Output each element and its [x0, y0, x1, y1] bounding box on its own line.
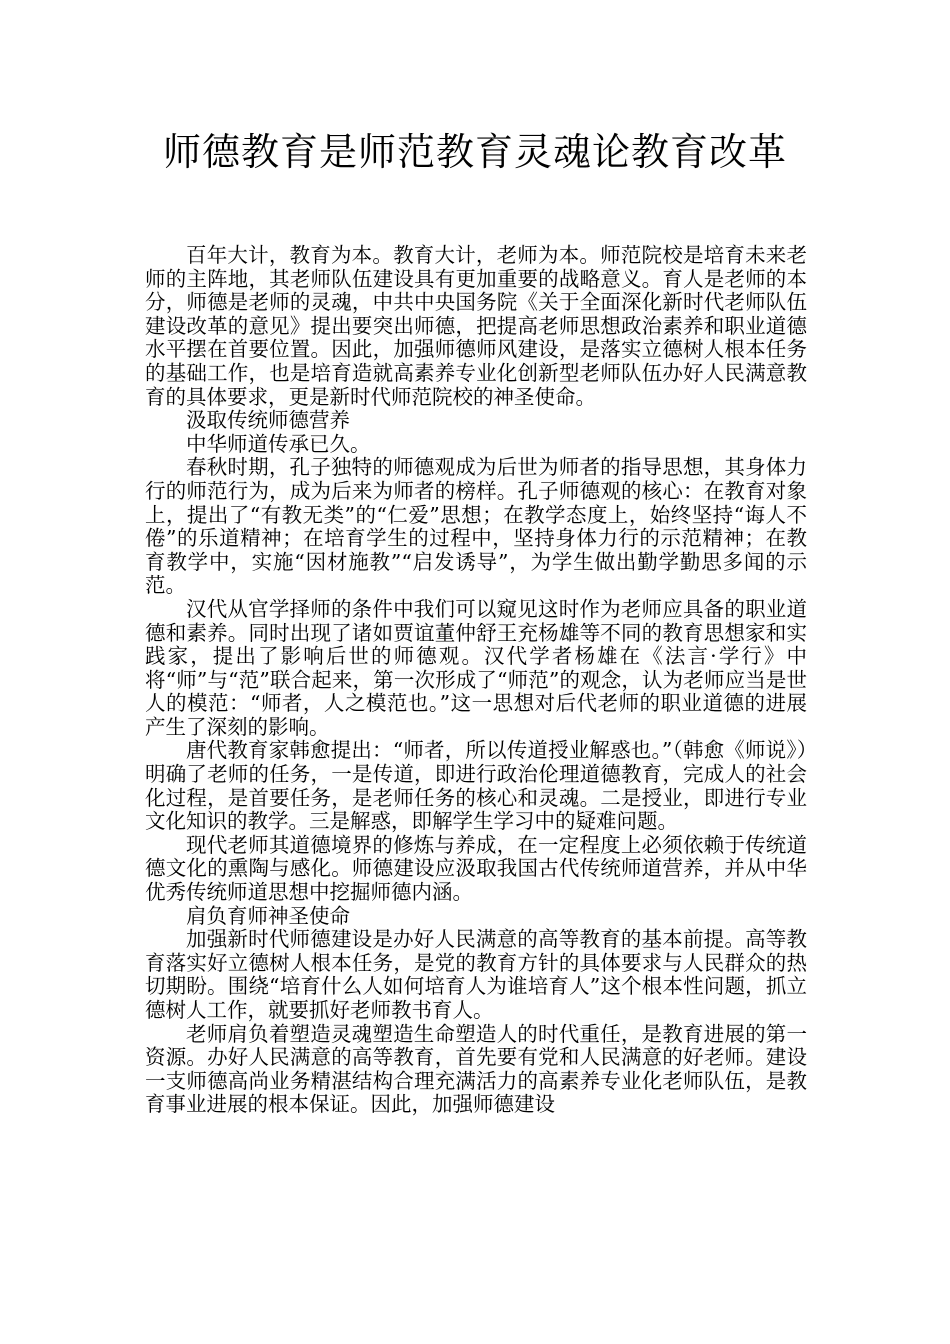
section-heading: 肩负育师神圣使命: [186, 903, 350, 928]
section-heading: 汲取传统师德营养: [186, 408, 350, 433]
paragraph: 老师肩负着塑造灵魂塑造生命塑造人的时代重任，是教育进展的第一资源。办好人民满意的高等教育，首先要有党和人民满意的好老师。建设一支师德高尚业务精湛结构合理充满活力的高素养专业化老师队伍，是教育事业进展的根本保证。因此，加强师德建设: [145, 1021, 807, 1117]
paragraph: 加强新时代师德建设是办好人民满意的高等教育的基本前提。高等教育落实好立德树人根本任务，是党的教育方针的具体要求与人民群众的热切期盼。围绕“培育什么人如何培育人为谁培育人”这个根本性问题，抓立德树人工作，就要抓好老师教书育人。: [145, 927, 807, 1022]
paragraph: 中华师道传承已久。: [186, 431, 371, 456]
paragraph: 百年大计，教育为本。教育大计，老师为本。师范院校是培育未来老师的主阵地，其老师队伍建设具有更加重要的战略意义。育人是老师的本分，师德是老师的灵魂，中共中央国务院《关于全面深化新时代老师队伍建设改革的意见》提出要突出师德，把提高老师思想政治素养和职业道德水平摆在首要位置。因此，加强师德师风建设，是落实立德树人根本任务的基础工作，也是培育造就高素养专业化创新型老师队伍办好人民满意教育的具体要求，更是新时代师范院校的神圣使命。: [145, 243, 807, 409]
paragraph: 现代老师其道德境界的修炼与养成，在一定程度上必须依赖于传统道德文化的熏陶与感化。师德建设应汲取我国古代传统师道营养，并从中华优秀传统师道思想中挖掘师德内涵。: [145, 832, 807, 905]
paragraph: 唐代教育家韩愈提出：“师者，所以传道授业解惑也。”（韩愈《师说》）明确了老师的任务，一是传道，即进行政治伦理道德教育，完成人的社会化过程，是首要任务，是老师任务的核心和灵魂。二是授业，即进行专业文化知识的教学。三是解惑，即解学生学习中的疑难问题。: [145, 738, 807, 834]
document-body: [145, 244, 807, 1117]
page-title: 师德教育是师范教育灵魂论教育改革: [162, 130, 787, 174]
paragraph: 春秋时期，孔子独特的师德观成为后世为师者的指导思想，其身体力行的师范行为，成为后来为师者的榜样。孔子师德观的核心：在教育对象上，提出了“有教无类”的“仁爱”思想；在教学态度上，始终坚持“诲人不倦”的乐道精神；在培育学生的过程中，坚持身体力行的示范精神；在教育教学中，实施“因材施教”“启发诱导”，为学生做出勤学勤思多闻的示范。: [145, 455, 807, 598]
paragraph: 汉代从官学择师的条件中我们可以窥见这时作为老师应具备的职业道德和素养。同时出现了诸如贾谊董仲舒王充杨雄等不同的教育思想家和实践家，提出了影响后世的师德观。汉代学者杨雄在《法言·学行》中将“师”与“范”联合起来，第一次形成了“师范”的观念，认为老师应当是世人的模范：“师者，人之模范也。”这一思想对后代老师的职业道德的进展产生了深刻的影响。: [145, 596, 807, 739]
